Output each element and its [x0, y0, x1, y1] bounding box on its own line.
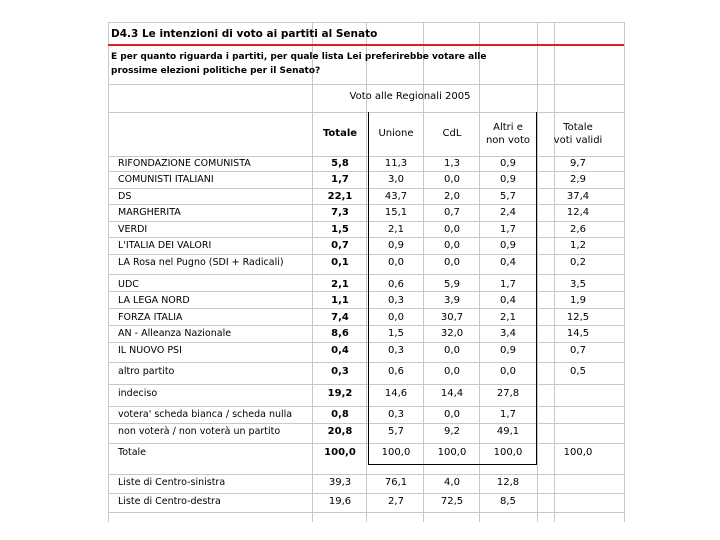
- table-cell: 2,7: [388, 496, 404, 507]
- table-cell: 0,0: [444, 224, 460, 235]
- column-header: CdL: [442, 128, 462, 139]
- grid-hline: [108, 362, 624, 363]
- table-cell: 7,3: [331, 207, 349, 218]
- table-cell: 43,7: [384, 191, 408, 202]
- column-header: non voto: [485, 135, 531, 146]
- grid-vline: [624, 22, 625, 522]
- question-line-2: prossime elezioni politiche per il Senato?: [111, 66, 321, 76]
- table-cell: 1,9: [570, 295, 586, 306]
- table-cell: 0,4: [331, 345, 349, 356]
- grid-hline: [108, 22, 624, 23]
- row-label: non voterà / non voterà un partito: [118, 426, 281, 437]
- table-cell: 1,7: [500, 224, 516, 235]
- group-frame-bottom: [368, 464, 537, 465]
- row-label: LA LEGA NORD: [118, 295, 190, 306]
- row-label: COMUNISTI ITALIANI: [118, 174, 214, 185]
- row-label: L'ITALIA DEI VALORI: [118, 240, 212, 251]
- table-cell: 0,3: [388, 409, 404, 420]
- table-cell: 0,5: [570, 366, 586, 377]
- row-label: Liste di Centro-destra: [118, 496, 221, 507]
- row-label: IL NUOVO PSI: [118, 345, 182, 356]
- table-cell: 0,7: [570, 345, 586, 356]
- question-line-1: E per quanto riguarda i partiti, per quale lista Lei preferirebbe votare alle: [111, 52, 487, 62]
- table-cell: 11,3: [384, 158, 408, 169]
- row-label: LA Rosa nel Pugno (SDI + Radicali): [118, 257, 284, 268]
- table-cell: 1,7: [500, 279, 516, 290]
- table-cell: 0,2: [570, 257, 586, 268]
- table-cell: 1,2: [570, 240, 586, 251]
- table-cell: 3,0: [388, 174, 404, 185]
- row-label: FORZA ITALIA: [118, 312, 183, 323]
- table-cell: 12,4: [566, 207, 590, 218]
- row-label: Liste di Centro-sinistra: [118, 477, 226, 488]
- table-cell: 0,9: [500, 345, 516, 356]
- table-cell: 0,0: [444, 409, 460, 420]
- group-header: Voto alle Regionali 2005: [349, 91, 471, 102]
- table-cell: 2,0: [444, 191, 460, 202]
- grid-hline: [108, 237, 624, 238]
- table-cell: 15,1: [384, 207, 408, 218]
- table-cell: 100,0: [563, 447, 593, 458]
- table-cell: 0,0: [500, 366, 516, 377]
- grid-hline: [108, 221, 624, 222]
- row-label: votera' scheda bianca / scheda nulla: [118, 409, 293, 420]
- table-cell: 4,0: [444, 477, 460, 488]
- table-cell: 14,5: [566, 328, 590, 339]
- table-cell: 0,0: [388, 257, 404, 268]
- grid-hline: [108, 512, 624, 513]
- table-cell: 0,0: [444, 240, 460, 251]
- grid-hline: [108, 493, 624, 494]
- grid-hline: [108, 474, 624, 475]
- table-cell: 0,0: [444, 345, 460, 356]
- table-cell: 49,1: [496, 426, 520, 437]
- grid-hline: [108, 112, 624, 113]
- grid-hline: [108, 171, 624, 172]
- table-cell: 2,9: [570, 174, 586, 185]
- row-label: indeciso: [118, 388, 158, 399]
- row-label: altro partito: [118, 366, 175, 377]
- table-cell: 2,6: [570, 224, 586, 235]
- table-cell: 14,4: [440, 388, 464, 399]
- table-cell: 8,5: [500, 496, 516, 507]
- table-cell: 2,1: [331, 279, 349, 290]
- table-cell: 2,1: [500, 312, 516, 323]
- table-cell: 0,0: [444, 366, 460, 377]
- table-cell: 37,4: [566, 191, 590, 202]
- table-cell: 5,7: [500, 191, 516, 202]
- table-cell: 0,0: [444, 174, 460, 185]
- column-header: Unione: [378, 128, 414, 139]
- grid-hline: [108, 274, 624, 275]
- table-cell: 1,7: [500, 409, 516, 420]
- table-cell: 100,0: [493, 447, 523, 458]
- table-cell: 12,5: [566, 312, 590, 323]
- grid-hline: [108, 308, 624, 309]
- column-header: voti validi: [553, 135, 603, 146]
- table-cell: 32,0: [440, 328, 464, 339]
- table-cell: 0,3: [388, 295, 404, 306]
- table-cell: 9,2: [444, 426, 460, 437]
- table-cell: 5,9: [444, 279, 460, 290]
- grid-hline: [108, 156, 624, 157]
- grid-hline: [108, 342, 624, 343]
- table-cell: 0,1: [331, 257, 349, 268]
- grid-hline: [108, 325, 624, 326]
- column-header: Altri e: [493, 122, 523, 133]
- table-cell: 1,7: [331, 174, 349, 185]
- table-cell: 27,8: [496, 388, 520, 399]
- table-cell: 22,1: [327, 191, 353, 202]
- column-header: Totale: [563, 122, 593, 133]
- table-cell: 0,3: [388, 345, 404, 356]
- row-label: DS: [118, 191, 132, 202]
- table-cell: 20,8: [327, 426, 353, 437]
- grid-hline: [108, 188, 624, 189]
- table-cell: 2,4: [500, 207, 516, 218]
- grid-hline: [108, 384, 624, 385]
- table-cell: 0,9: [500, 158, 516, 169]
- table-cell: 39,3: [328, 477, 352, 488]
- table-cell: 0,8: [331, 409, 349, 420]
- table-cell: 3,5: [570, 279, 586, 290]
- table-cell: 100,0: [381, 447, 411, 458]
- table-cell: 1,5: [388, 328, 404, 339]
- row-label: MARGHERITA: [118, 207, 181, 218]
- table-cell: 1,1: [331, 295, 349, 306]
- table-cell: 0,9: [500, 240, 516, 251]
- table-cell: 5,8: [331, 158, 349, 169]
- table-cell: 100,0: [324, 447, 356, 458]
- table-cell: 0,4: [500, 295, 516, 306]
- table-cell: 0,4: [500, 257, 516, 268]
- table-cell: 2,1: [388, 224, 404, 235]
- grid-hline: [108, 423, 624, 424]
- column-header: Totale: [322, 128, 358, 139]
- table-cell: 1,3: [444, 158, 460, 169]
- table-cell: 14,6: [384, 388, 408, 399]
- table-cell: 8,6: [331, 328, 349, 339]
- table-cell: 12,8: [496, 477, 520, 488]
- row-label: RIFONDAZIONE COMUNISTA: [118, 158, 251, 169]
- grid-vline: [554, 22, 555, 522]
- grid-vline: [108, 22, 109, 522]
- table-cell: 0,7: [331, 240, 349, 251]
- row-label: UDC: [118, 279, 139, 290]
- table-cell: 0,3: [331, 366, 349, 377]
- table-cell: 19,2: [327, 388, 353, 399]
- table-cell: 1,5: [331, 224, 349, 235]
- table-cell: 3,4: [500, 328, 516, 339]
- title-underline-accent: [108, 44, 624, 46]
- table-cell: 0,7: [444, 207, 460, 218]
- table-title: D4.3 Le intenzioni di voto ai partiti al Senato: [111, 28, 378, 40]
- row-label: Totale: [118, 447, 147, 458]
- grid-hline: [108, 84, 624, 85]
- table-cell: 0,0: [444, 257, 460, 268]
- table-cell: 0,6: [388, 366, 404, 377]
- table-cell: 0,9: [500, 174, 516, 185]
- grid-hline: [108, 204, 624, 205]
- table-cell: 5,7: [388, 426, 404, 437]
- grid-hline: [108, 254, 624, 255]
- grid-vline: [537, 22, 538, 522]
- table-cell: 3,9: [444, 295, 460, 306]
- row-label: VERDI: [118, 224, 148, 235]
- table-cell: 9,7: [570, 158, 586, 169]
- table-cell: 0,9: [388, 240, 404, 251]
- table-cell: 0,0: [388, 312, 404, 323]
- row-label: AN - Alleanza Nazionale: [118, 328, 232, 339]
- grid-hline: [108, 406, 624, 407]
- table-cell: 30,7: [440, 312, 464, 323]
- table-cell: 19,6: [328, 496, 352, 507]
- grid-hline: [108, 443, 624, 444]
- table-cell: 100,0: [437, 447, 467, 458]
- table-cell: 72,5: [440, 496, 464, 507]
- grid-hline: [108, 291, 624, 292]
- table-cell: 0,6: [388, 279, 404, 290]
- table-cell: 7,4: [331, 312, 349, 323]
- table-cell: 76,1: [384, 477, 408, 488]
